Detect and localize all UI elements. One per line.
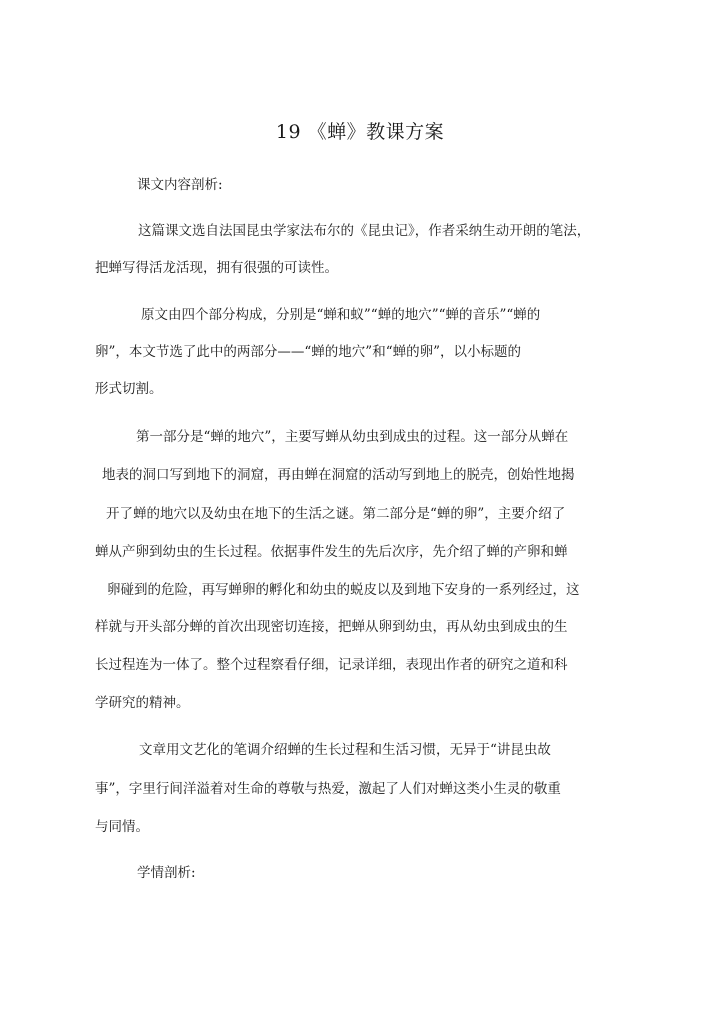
paragraph-4-line-3: 与同情。	[95, 819, 149, 835]
paragraph-2-line-2: 卵”，本文节选了此中的两部分——“蝉的地穴”和“蝉的卵”，以小标题的	[95, 344, 522, 360]
paragraph-3-line-5: 卵碰到的危险，再写蝉卵的孵化和幼虫的蜕皮以及到地下安身的一系列经过，这	[107, 582, 580, 598]
paragraph-1-line-2: 把蝉写得活龙活现，拥有很强的可读性。	[95, 260, 338, 276]
paragraph-3-line-3: 开了蝉的地穴以及幼虫在地下的生活之谜。第二部分是“蝉的卵”，主要介绍了	[106, 506, 566, 522]
paragraph-2-line-3: 形式切割。	[95, 381, 163, 397]
document-title: 19 《蝉》教课方案	[275, 121, 445, 143]
paragraph-3-line-2: 地表的洞口写到地下的洞窟，再由蝉在洞窟的活动写到地上的脱壳，创始性地揭	[102, 467, 575, 483]
section-heading-student-analysis: 学情剖析:	[137, 865, 196, 881]
paragraph-3-line-1: 第一部分是“蝉的地穴”，主要写蝉从幼虫到成虫的过程。这一部分从蝉在	[136, 429, 569, 445]
paragraph-3-line-6: 样就与开头部分蝉的首次出现密切连接，把蝉从卵到幼虫，再从幼虫到成虫的生	[95, 619, 568, 635]
paragraph-4-line-2: 事”，字里行间洋溢着对生命的尊敬与热爱，激起了人们对蝉这类小生灵的敬重	[95, 781, 561, 797]
paragraph-3-line-8: 学研究的精神。	[95, 695, 190, 711]
paragraph-2-line-1: 原文由四个部分构成，分别是“蝉和蚁”“蝉的地穴”“蝉的音乐”“蝉的	[141, 307, 541, 323]
paragraph-3-line-4: 蝉从产卵到幼虫的生长过程。依据事件发生的先后次序，先介绍了蝉的产卵和蝉	[95, 544, 568, 560]
paragraph-3-line-7: 长过程连为一体了。整个过程察看仔细，记录详细，表现出作者的研究之道和科	[95, 657, 568, 673]
paragraph-1-line-1: 这篇课文选自法国昆虫学家法布尔的《昆虫记》，作者采纳生动开朗的笔法，	[138, 223, 591, 239]
section-heading-text-analysis: 课文内容剖析:	[137, 177, 223, 193]
paragraph-4-line-1: 文章用文艺化的笔调介绍蝉的生长过程和生活习惯，无异于“讲昆虫故	[139, 742, 551, 758]
